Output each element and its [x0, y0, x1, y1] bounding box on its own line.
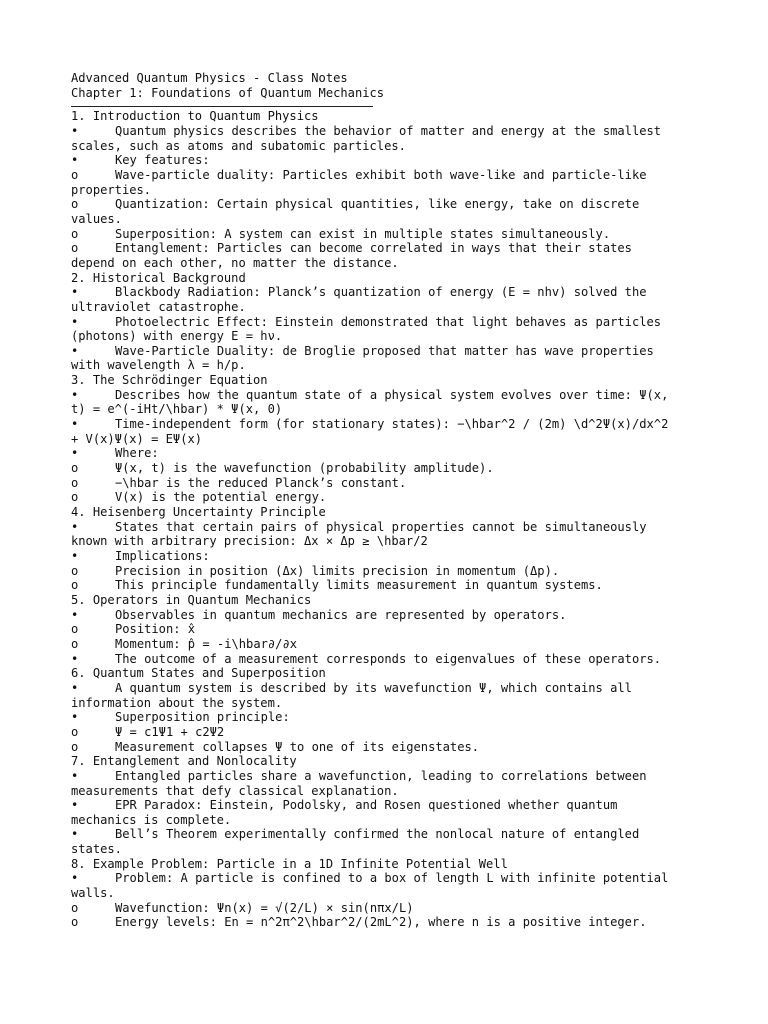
- item-text-continuation: known with arbitrary precision: Δx × Δp ≥ \hbar/2: [71, 534, 428, 549]
- item-text-continuation: scales, such as atoms and subatomic particles.: [71, 138, 406, 153]
- item-text-continuation: depend on each other, no matter the distance.: [71, 255, 399, 270]
- item-text: Measurement collapses Ψ to one of its eigenstates.: [115, 739, 480, 754]
- sub-bullet-marker: o: [71, 636, 79, 651]
- item-text: Wavefunction: Ψn(x) = √(2/L) × sin(nπx/L): [115, 900, 414, 915]
- bullet-marker: •: [71, 446, 79, 461]
- bullet-item: [71, 388, 701, 417]
- sub-bullet-marker: o: [71, 739, 79, 754]
- sub-bullet-marker: o: [71, 475, 79, 490]
- sub-bullet-item: [71, 241, 701, 270]
- bullet-marker: •: [71, 314, 79, 329]
- item-text: States that certain pairs of physical properties cannot be simultaneously: [115, 519, 647, 534]
- bullet-item: [71, 285, 701, 314]
- bullet-item: [71, 871, 701, 900]
- item-text: Time-independent form (for stationary states): −\hbar^2 / (2m) \d^2Ψ(x)/dx^2: [115, 417, 669, 432]
- bullet-item: [71, 153, 701, 168]
- item-text: Superposition: A system can exist in multiple states simultaneously.: [115, 226, 611, 241]
- bullet-item: [71, 681, 701, 710]
- item-text: Entangled particles share a wavefunction, leading to correlations between: [115, 768, 647, 783]
- bullet-item: [71, 446, 701, 461]
- bullet-marker: •: [71, 123, 79, 138]
- item-text-continuation: mechanics is complete.: [71, 812, 232, 827]
- item-text-continuation: t) = e^(-iHt/\hbar) * Ψ(x, 0): [71, 402, 283, 417]
- item-text: Precision in position (Δx) limits precision in momentum (Δp).: [115, 563, 560, 578]
- bullet-item: [71, 344, 701, 373]
- item-text-continuation: ultraviolet catastrophe.: [71, 299, 246, 314]
- section-heading: 4. Heisenberg Uncertainty Principle: [71, 505, 326, 520]
- sub-bullet-item: [71, 725, 701, 740]
- sub-bullet-marker: o: [71, 461, 79, 476]
- sub-bullet-marker: o: [71, 241, 79, 256]
- sub-bullet-item: [71, 901, 701, 916]
- item-text: Photoelectric Effect: Einstein demonstrated that light behaves as particles: [115, 314, 662, 329]
- bullet-item: [71, 652, 701, 667]
- item-text: Energy levels: En = n^2π^2\hbar^2/(2mL^2), where n is a positive integer.: [115, 915, 647, 930]
- bullet-item: [71, 608, 701, 623]
- item-text: Bell’s Theorem experimentally confirmed the nonlocal nature of entangled: [115, 827, 640, 842]
- item-text: Position: x̂: [115, 622, 196, 637]
- item-text: −\hbar is the reduced Planck’s constant.: [115, 475, 407, 490]
- item-text: Observables in quantum mechanics are represented by operators.: [115, 607, 567, 622]
- item-text-continuation: states.: [71, 842, 122, 857]
- sub-bullet-item: [71, 578, 701, 593]
- bullet-item: [71, 710, 701, 725]
- sub-bullet-item: [71, 740, 701, 755]
- item-text: Superposition principle:: [115, 710, 290, 725]
- item-text: The outcome of a measurement corresponds to eigenvalues of these operators.: [115, 651, 662, 666]
- bullet-marker: •: [71, 417, 79, 432]
- sub-bullet-item: [71, 564, 701, 579]
- item-text-continuation: values.: [71, 211, 122, 226]
- sub-bullet-marker: o: [71, 900, 79, 915]
- sub-bullet-marker: o: [71, 622, 79, 637]
- bullet-marker: •: [71, 651, 79, 666]
- item-text-continuation: (photons) with energy E = hν.: [71, 329, 283, 344]
- sub-bullet-item: [71, 637, 701, 652]
- section-heading: 6. Quantum States and Superposition: [71, 666, 326, 681]
- item-text-continuation: walls.: [71, 886, 115, 901]
- item-text: Implications:: [115, 549, 210, 563]
- bullet-marker: •: [71, 607, 79, 622]
- item-text: Key features:: [115, 153, 210, 168]
- sub-bullet-marker: o: [71, 490, 79, 505]
- section-heading: 2. Historical Background: [71, 270, 246, 285]
- section-heading: 3. The Schrödinger Equation: [71, 373, 268, 388]
- item-text: Momentum: p̂ = -i\hbar∂/∂x: [115, 636, 298, 651]
- bullet-marker: •: [71, 871, 79, 886]
- item-text: V(x) is the potential energy.: [115, 490, 327, 505]
- bullet-item: [71, 520, 701, 549]
- item-text: Wave-particle duality: Particles exhibit both wave-like and particle-like: [115, 167, 647, 182]
- bullet-item: [71, 124, 701, 153]
- sub-bullet-marker: o: [71, 563, 79, 578]
- sub-bullet-item: [71, 168, 701, 197]
- item-text-continuation: with wavelength λ = h/p.: [71, 358, 246, 373]
- item-text: EPR Paradox: Einstein, Podolsky, and Rosen questioned whether quantum: [115, 798, 618, 813]
- item-text-continuation: measurements that defy classical explanation.: [71, 783, 399, 798]
- sub-bullet-marker: o: [71, 724, 79, 739]
- chapter-heading: Chapter 1: Foundations of Quantum Mechanics: [71, 85, 385, 100]
- item-text: A quantum system is described by its wavefunction Ψ, which contains all: [115, 680, 632, 695]
- horizontal-rule: [71, 106, 373, 107]
- section-heading: 8. Example Problem: Particle in a 1D Infinite Potential Well: [71, 856, 508, 871]
- bullet-marker: •: [71, 153, 79, 168]
- sub-bullet-marker: o: [71, 197, 79, 212]
- bullet-marker: •: [71, 285, 79, 300]
- sub-bullet-marker: o: [71, 915, 79, 930]
- sub-bullet-item: [71, 461, 701, 476]
- item-text: Ψ = c1Ψ1 + c2Ψ2: [115, 724, 225, 739]
- bullet-item: [71, 549, 701, 564]
- item-text: Quantum physics describes the behavior of matter and energy at the smallest: [115, 123, 662, 138]
- item-text-continuation: information about the system.: [71, 695, 283, 710]
- document-page: [71, 71, 701, 930]
- sub-bullet-item: [71, 227, 701, 242]
- item-text: Where:: [115, 446, 159, 461]
- item-text: Quantization: Certain physical quantities, like energy, take on discrete: [115, 197, 640, 212]
- bullet-item: [71, 315, 701, 344]
- item-text-continuation: + V(x)Ψ(x) = EΨ(x): [71, 431, 203, 446]
- bullet-marker: •: [71, 798, 79, 813]
- bullet-item: [71, 798, 701, 827]
- sub-bullet-item: [71, 476, 701, 491]
- bullet-marker: •: [71, 768, 79, 783]
- section-heading: 1. Introduction to Quantum Physics: [71, 109, 319, 124]
- notes-body: [71, 109, 701, 930]
- sub-bullet-item: [71, 490, 701, 505]
- document-title: Advanced Quantum Physics - Class Notes: [71, 71, 348, 85]
- bullet-marker: •: [71, 827, 79, 842]
- sub-bullet-marker: o: [71, 226, 79, 241]
- bullet-marker: •: [71, 343, 79, 358]
- bullet-marker: •: [71, 519, 79, 534]
- sub-bullet-item: [71, 915, 701, 930]
- item-text: Problem: A particle is confined to a box of length L with infinite potential: [115, 871, 669, 886]
- bullet-item: [71, 417, 701, 446]
- item-text: Entanglement: Particles can become correlated in ways that their states: [115, 241, 632, 256]
- item-text: Describes how the quantum state of a physical system evolves over time: Ψ(x,: [115, 387, 669, 402]
- bullet-item: [71, 827, 701, 856]
- sub-bullet-marker: o: [71, 578, 79, 593]
- item-text: This principle fundamentally limits measurement in quantum systems.: [115, 578, 603, 593]
- item-text: Ψ(x, t) is the wavefunction (probability amplitude).: [115, 461, 494, 476]
- section-heading: 7. Entanglement and Nonlocality: [71, 754, 297, 769]
- bullet-item: [71, 769, 701, 798]
- bullet-marker: •: [71, 387, 79, 402]
- sub-bullet-item: [71, 622, 701, 637]
- item-text: Blackbody Radiation: Planck’s quantization of energy (E = nhv) solved the: [115, 285, 647, 300]
- section-heading: 5. Operators in Quantum Mechanics: [71, 592, 312, 607]
- bullet-marker: •: [71, 549, 79, 563]
- sub-bullet-marker: o: [71, 167, 79, 182]
- bullet-marker: •: [71, 710, 79, 725]
- item-text-continuation: properties.: [71, 182, 152, 197]
- bullet-marker: •: [71, 680, 79, 695]
- sub-bullet-item: [71, 197, 701, 226]
- item-text: Wave-Particle Duality: de Broglie proposed that matter has wave properties: [115, 343, 654, 358]
